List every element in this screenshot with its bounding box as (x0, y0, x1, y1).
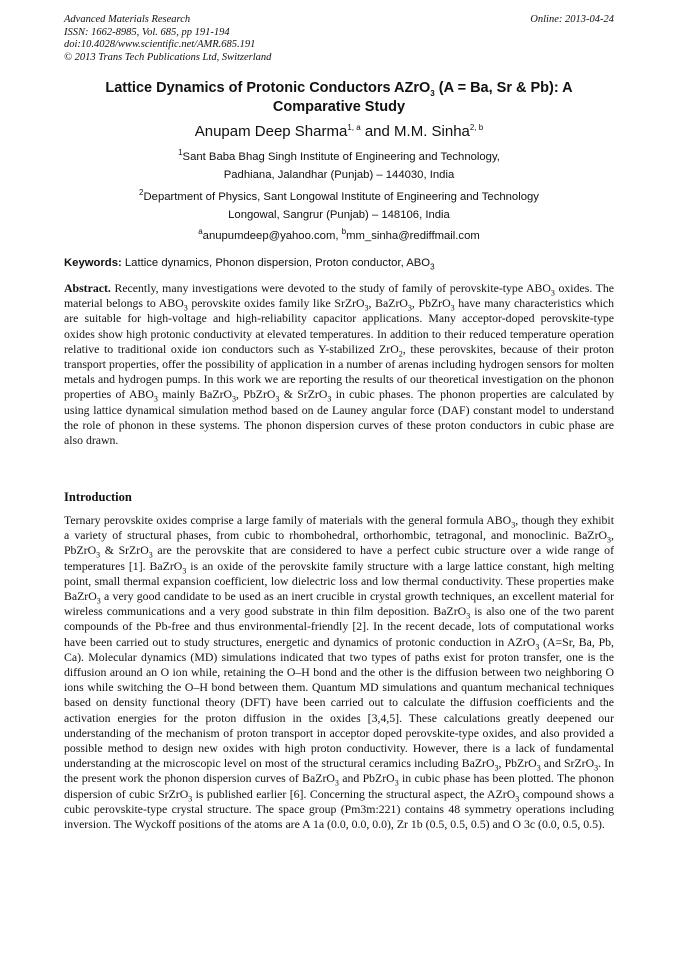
email-a-marker: a (198, 227, 203, 237)
abstract-text: mainly BaZrO (157, 387, 233, 402)
abstract-paragraph (64, 281, 614, 448)
subscript: 3 (232, 394, 237, 404)
title-text-end: (A = Ba, Sr & Pb): A Comparative Study (272, 80, 573, 115)
subscript: 3 (334, 778, 339, 788)
abstract-text: , PbZrO (236, 387, 276, 402)
subscript: 3 (153, 394, 158, 404)
abstract-text: & SrZrO (279, 387, 328, 402)
subscript: 3 (550, 288, 555, 298)
subscript: 3 (607, 535, 612, 545)
introduction-paragraph (64, 513, 614, 832)
abstract-text: perovskite oxides family like SrZrO (187, 296, 365, 311)
affiliation-2-marker: 2 (139, 188, 144, 198)
abstract-text: Recently, many investigations were devoted to the study of family of perovskite-type ABO (110, 281, 551, 295)
journal-name: Advanced Materials Research (64, 14, 191, 25)
author-2-marker: 2, b (469, 123, 484, 132)
subscript: 3 (96, 596, 101, 606)
intro-text: is an oxide of the perovskite family structure with a large lattice constant, high melting point, small thermal expansion coefficient, low dielectric loss and low thermal conductivity. These properties make BaZrO (64, 558, 614, 604)
abstract-label: Abstract. (64, 281, 111, 295)
paper-title (64, 79, 614, 117)
keywords-subscript: 3 (430, 262, 435, 272)
email-a[interactable]: anupumdeep@yahoo.com, (202, 230, 342, 242)
intro-text: and PbZrO (338, 771, 395, 786)
copyright-line: © 2013 Trans Tech Publications Ltd, Switzerland (64, 51, 272, 63)
subscript: 3 (96, 550, 101, 560)
abstract-text: have many characteristics which are suitable for high-voltage and high-reliability capacitor applications. Many acceptor-doped perovskite-type oxides show high protonic conductivity at elevated temperatures. In addition to their reduced temperature operation relative to traditional oxide ion conductors such as Y-stabilized ZrO (64, 296, 614, 356)
title-subscript: 3 (430, 88, 435, 98)
intro-text: Ternary perovskite oxides comprise a large family of materials with the general formula ABO (64, 513, 512, 527)
email-b-marker: b (341, 227, 347, 237)
intro-text: , PbZrO (498, 756, 537, 771)
affiliation-2 (64, 188, 614, 224)
subscript: 3 (515, 794, 520, 804)
intro-text: a very good candidate to be used as an inert crucible in crystal growth techniques, an excellent material for wireless communications and a very good substrate in thin film deposition. BaZrO (64, 589, 614, 619)
abstract-text: in cubic phases. The phonon properties are calculated by using lattice dynamical simulation method based on de Launey angular force (DAF) constant model to understand the role of phonon in these systems. The phonon dispersion curves of these proton conductors in cubic phase are also drawn. (64, 387, 615, 448)
issn-line: ISSN: 1662-8985, Vol. 685, pp 191-194 (64, 26, 230, 38)
keywords-text: Lattice dynamics, Phonon dispersion, Proton conductor, ABO (121, 257, 431, 269)
subscript: 3 (494, 763, 499, 773)
intro-text: in cubic phase has been plotted. The phonon dispersion of cubic SrZrO (64, 771, 614, 801)
intro-text: compound shows a cubic perovskite-type crystal structure. The space group (Pm3m:221) contains 48 symmetry operations including inversion. The Wyckoff positions of the atoms are A 1a (0.0, 0.0, 0.0), Zr 1b (0.5, 0.5, 0.5) and O 3c (0.0, 0.5, 0.5). (64, 786, 614, 832)
subscript: 3 (450, 303, 455, 313)
intro-text: is published earlier [6]. Concerning the structural aspect, the AZrO (192, 786, 516, 801)
abstract-text: , PbZrO (411, 296, 451, 311)
introduction-heading: Introduction (64, 490, 132, 504)
subscript: 3 (327, 394, 332, 404)
author-conjunction: and (360, 123, 395, 140)
keywords-label: Keywords: (64, 257, 122, 269)
subscript: 3 (182, 565, 187, 575)
affiliation-1 (64, 148, 614, 184)
affiliation-1-line-1: Sant Baba Bhag Singh Institute of Engineering and Technology, (182, 151, 500, 163)
abstract-text: oxides. The material belongs to ABO (64, 281, 614, 311)
author-1: Anupam Deep Sharma (194, 123, 348, 140)
doi-line[interactable]: doi:10.4028/www.scientific.net/AMR.685.191 (64, 39, 256, 50)
affiliation-2-line-1: Department of Physics, Sant Longowal Institute of Engineering and Technology (143, 191, 539, 203)
intro-text: . In the present work the phonon dispersion curves of BaZrO (64, 756, 615, 786)
subscript: 3 (407, 303, 412, 313)
abstract-text: , BaZrO (368, 296, 408, 311)
title-text: Lattice Dynamics of Protonic Conductors AZrO (105, 80, 431, 96)
author-2: M.M. Sinha (394, 123, 470, 140)
subscript: 3 (394, 778, 399, 788)
subscript: 2 (398, 349, 403, 359)
intro-text: is also one of the two parent compounds of the Pb-free and thus environmental-friendly [2]. In the recent decade, lots of computational works have been carried out to study structures, energetic and dynamics of protonic conduction in AZrO (64, 604, 614, 649)
subscript: 3 (536, 763, 541, 773)
intro-text: are the perovskite that are considered to have a perfect cubic structure over a wide range of temperatures [1]. BaZrO (64, 543, 615, 573)
affiliation-1-marker: 1 (178, 148, 183, 158)
subscript: 3 (466, 611, 471, 621)
abstract-text: , these perovskites, because of their proton transport properties, offer the possibility of application in a number of arenas including hydrogen sensors for molten metals and hydrogen pumps. In this work we are reporting the results of our theoretical investigation on the phonon properties of ABO (64, 341, 614, 402)
subscript: 3 (364, 303, 369, 313)
journal-header (64, 14, 271, 64)
subscript: 3 (148, 550, 153, 560)
keywords-line (64, 257, 614, 272)
intro-text: (A=Sr, Ba, Pb, Ca). Molecular dynamics (MD) simulations indicated that two types of paths exist for proton transfer, one is the diffusion around an O ion while, retaining the O–H bond and the other is the diffusion between two neighboring O ions while switching the O–H bond between them. Quantum MD simulations and quantum mechanical techniques based on density functional theory (DFT) have been carried out to calculate the diffusion coefficients and the activation energies for the proton diffusion in the oxides [3,4,5]. These calculations greatly deepened our understanding of the mechanism of proton transport in acceptor doped perovskite-type oxides, and also provided a possible method to design new oxides with high proton conductivity. However, there is a lack of fundamental understanding at the microscopic level on most of the structural ceramics including BaZrO (64, 634, 614, 771)
subscript: 3 (183, 303, 188, 313)
email-line (64, 227, 614, 245)
intro-text: , PbZrO (64, 528, 614, 558)
subscript: 3 (535, 641, 540, 651)
subscript: 3 (594, 763, 599, 773)
intro-text: , though they exhibit a variety of structural phases, from cubic to rhombohedral, orthorhombic, tetragonal, and monoclinic. BaZrO (64, 513, 614, 543)
author-1-marker: 1, a (347, 123, 361, 132)
subscript: 3 (188, 794, 193, 804)
online-date: Online: 2013-04-24 (530, 14, 614, 25)
intro-text: and SrZrO (540, 756, 595, 771)
affiliation-1-line-2: Padhiana, Jalandhar (Punjab) – 144030, India (223, 169, 455, 181)
affiliation-2-line-2: Longowal, Sangrur (Punjab) – 148106, India (228, 209, 450, 221)
author-line (64, 123, 614, 140)
intro-text: & SrZrO (100, 543, 149, 558)
subscript: 3 (275, 394, 280, 404)
email-b[interactable]: mm_sinha@rediffmail.com (346, 230, 480, 242)
subscript: 3 (511, 520, 516, 530)
